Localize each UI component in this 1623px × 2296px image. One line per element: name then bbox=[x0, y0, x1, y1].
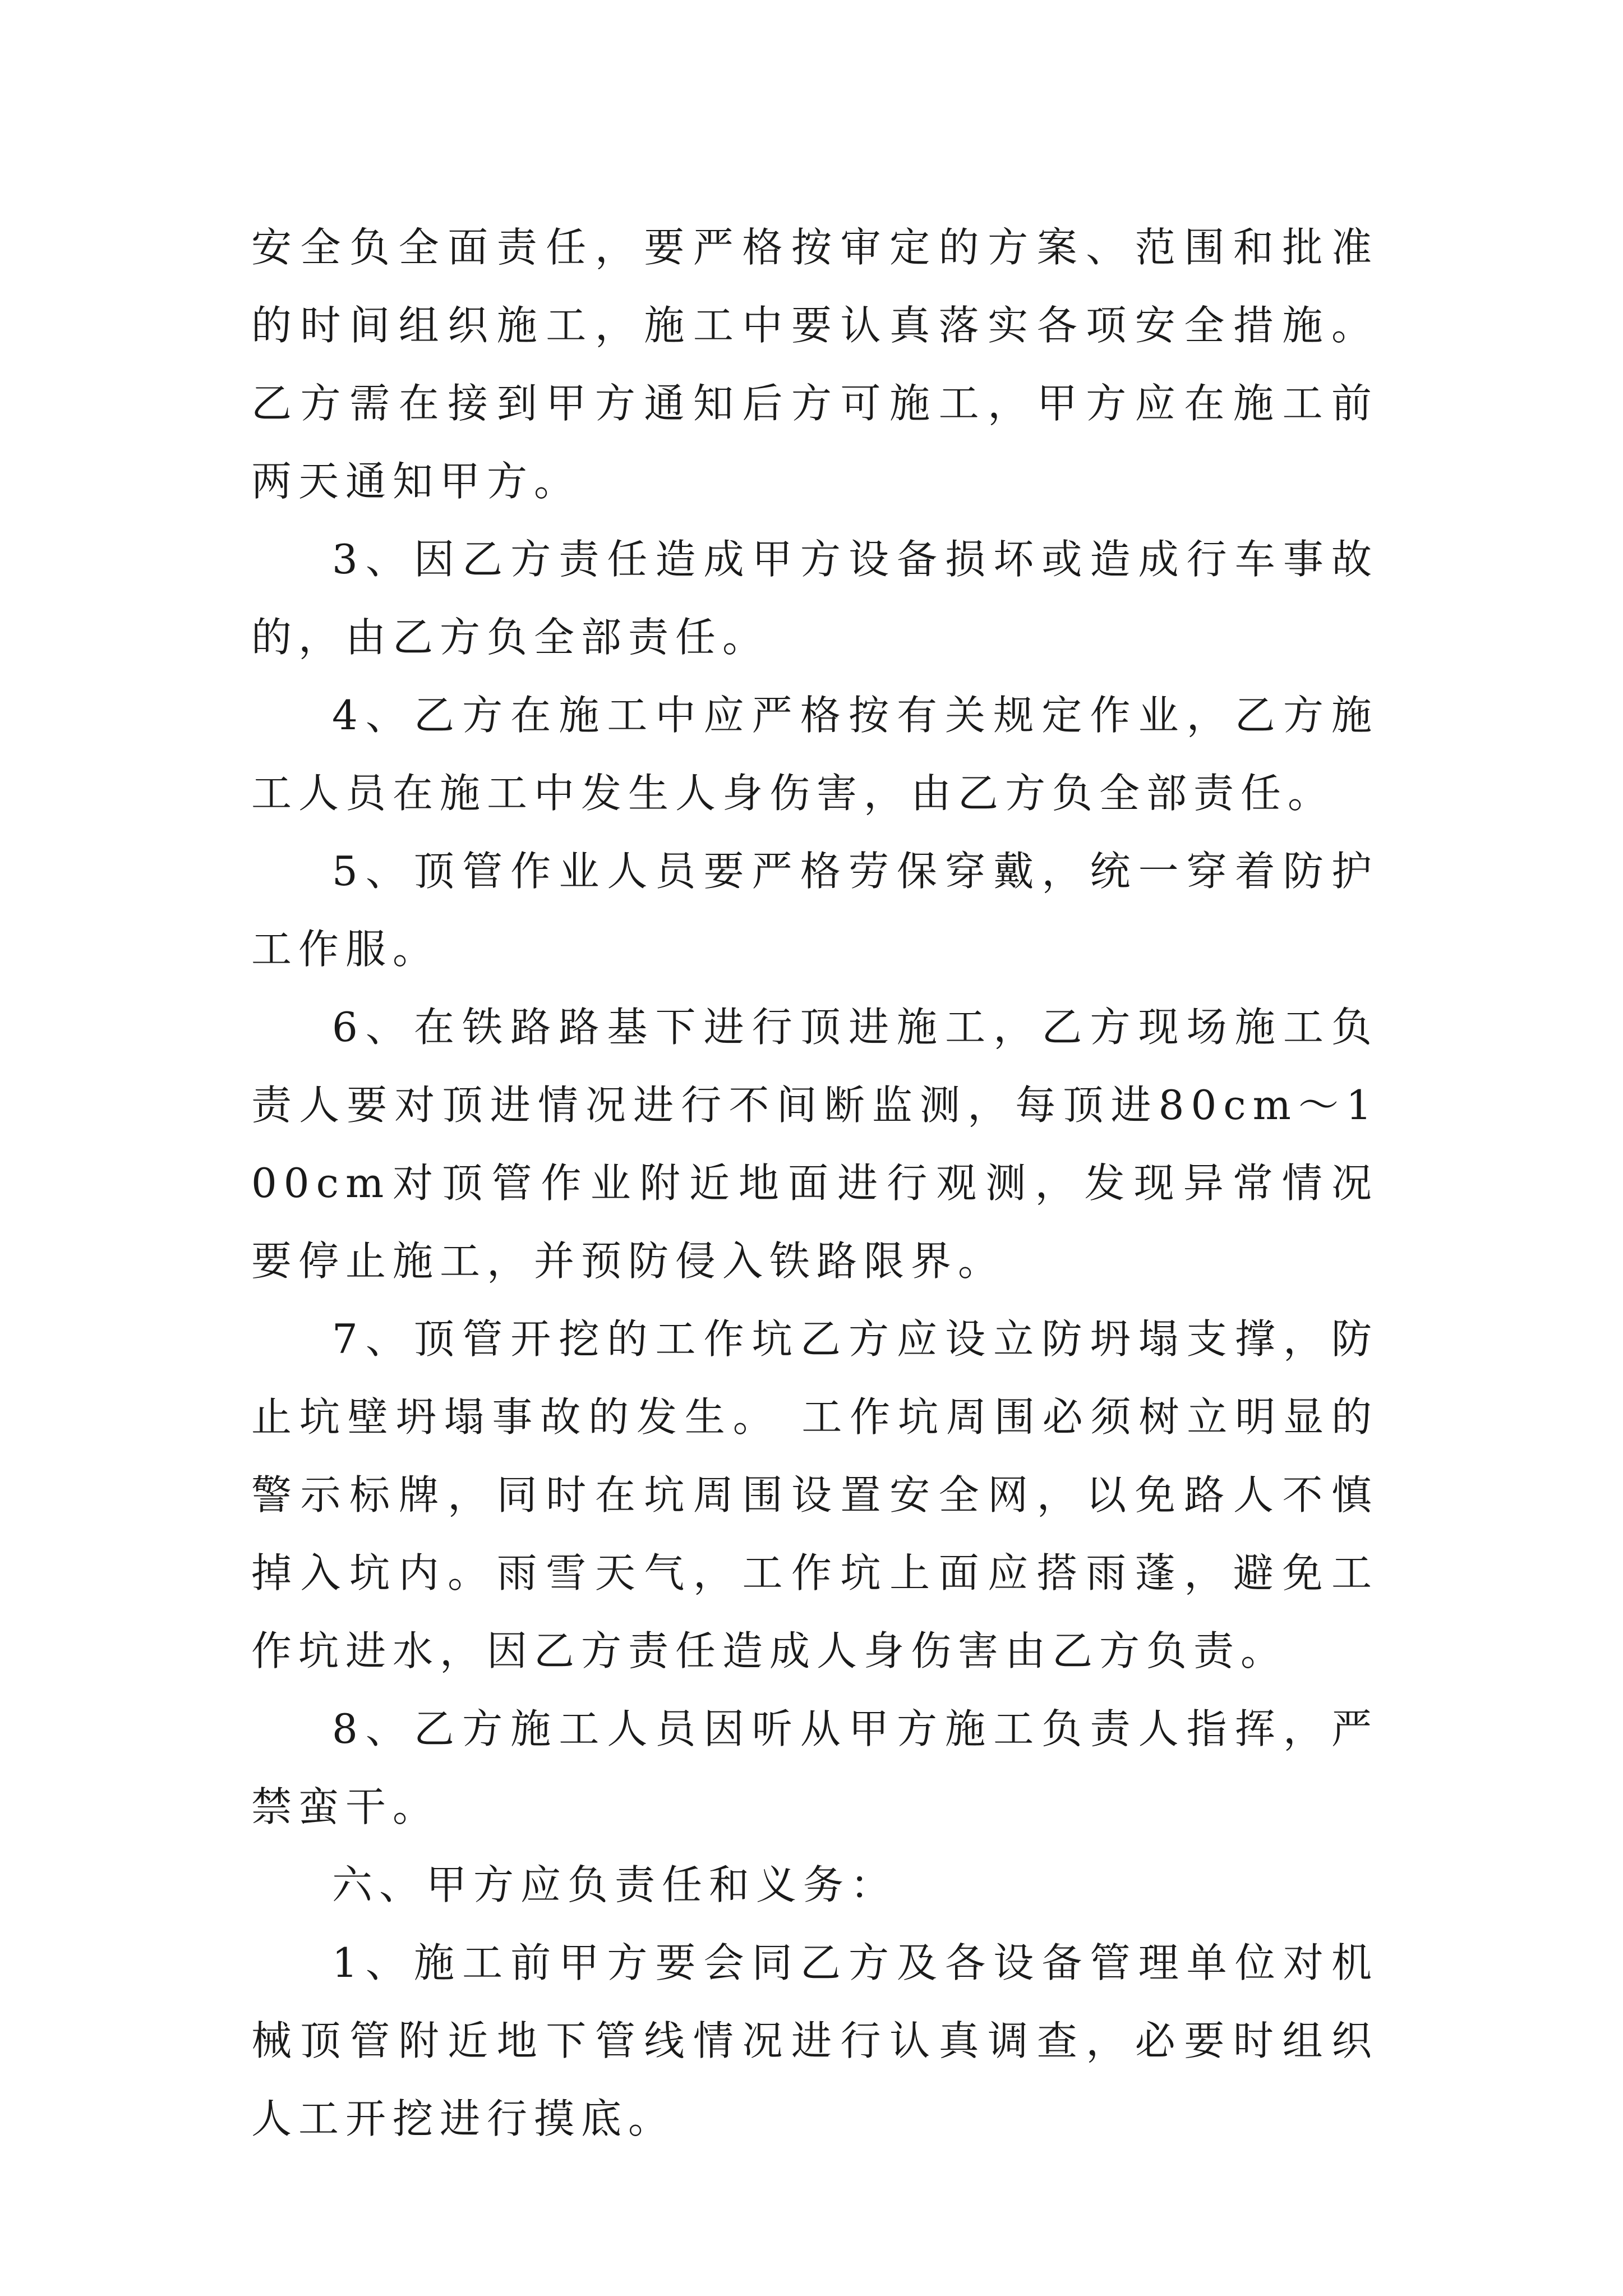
paragraph-safety-responsibility: 安全负全面责任，要严格按审定的方案、范围和批准的时间组织施工，施工中要认真落实各项安全措施。乙方需在接到甲方通知后方可施工，甲方应在施工前两天通知甲方。 bbox=[251, 224, 1378, 505]
paragraph-item-8: 8、乙方施工人员因听从甲方施工负责人指挥，严禁蛮干。 bbox=[251, 1705, 1378, 1830]
document-body bbox=[251, 209, 1378, 2158]
paragraph-item-4: 4、乙方在施工中应严格按有关规定作业，乙方施工人员在施工中发生人身伤害，由乙方负全部责任。 bbox=[251, 692, 1378, 817]
paragraph-item-3: 3、因乙方责任造成甲方设备损坏或造成行车事故的，由乙方负全部责任。 bbox=[251, 536, 1378, 661]
paragraph-party-a-item-1: 1、施工前甲方要会同乙方及各设备管理单位对机械顶管附近地下管线情况进行认真调查，必要时组织人工开挖进行摸底。 bbox=[251, 1939, 1378, 2142]
paragraph-item-5: 5、顶管作业人员要严格劳保穿戴，统一穿着防护工作服。 bbox=[251, 848, 1378, 973]
paragraph-item-7: 7、顶管开挖的工作坑乙方应设立防坍塌支撑，防止坑壁坍塌事故的发生。 工作坑周围必须树立明显的警示标牌，同时在坑周围设置安全网，以免路人不慎掉入坑内。雨雪天气，工作坑上面应搭雨蓬，避免工作坑进水，因乙方责任造成人身伤害由乙方负责。 bbox=[251, 1315, 1378, 1674]
section-heading-party-a-duties: 六、甲方应负责任和义务： bbox=[332, 1861, 898, 1908]
paragraph-item-6: 6、在铁路路基下进行顶进施工，乙方现场施工负责人要对顶进情况进行不间断监测，每顶进80cm～100cm对顶管作业附近地面进行观测，发现异常情况要停止施工，并预防侵入铁路限界。 bbox=[251, 1004, 1378, 1285]
